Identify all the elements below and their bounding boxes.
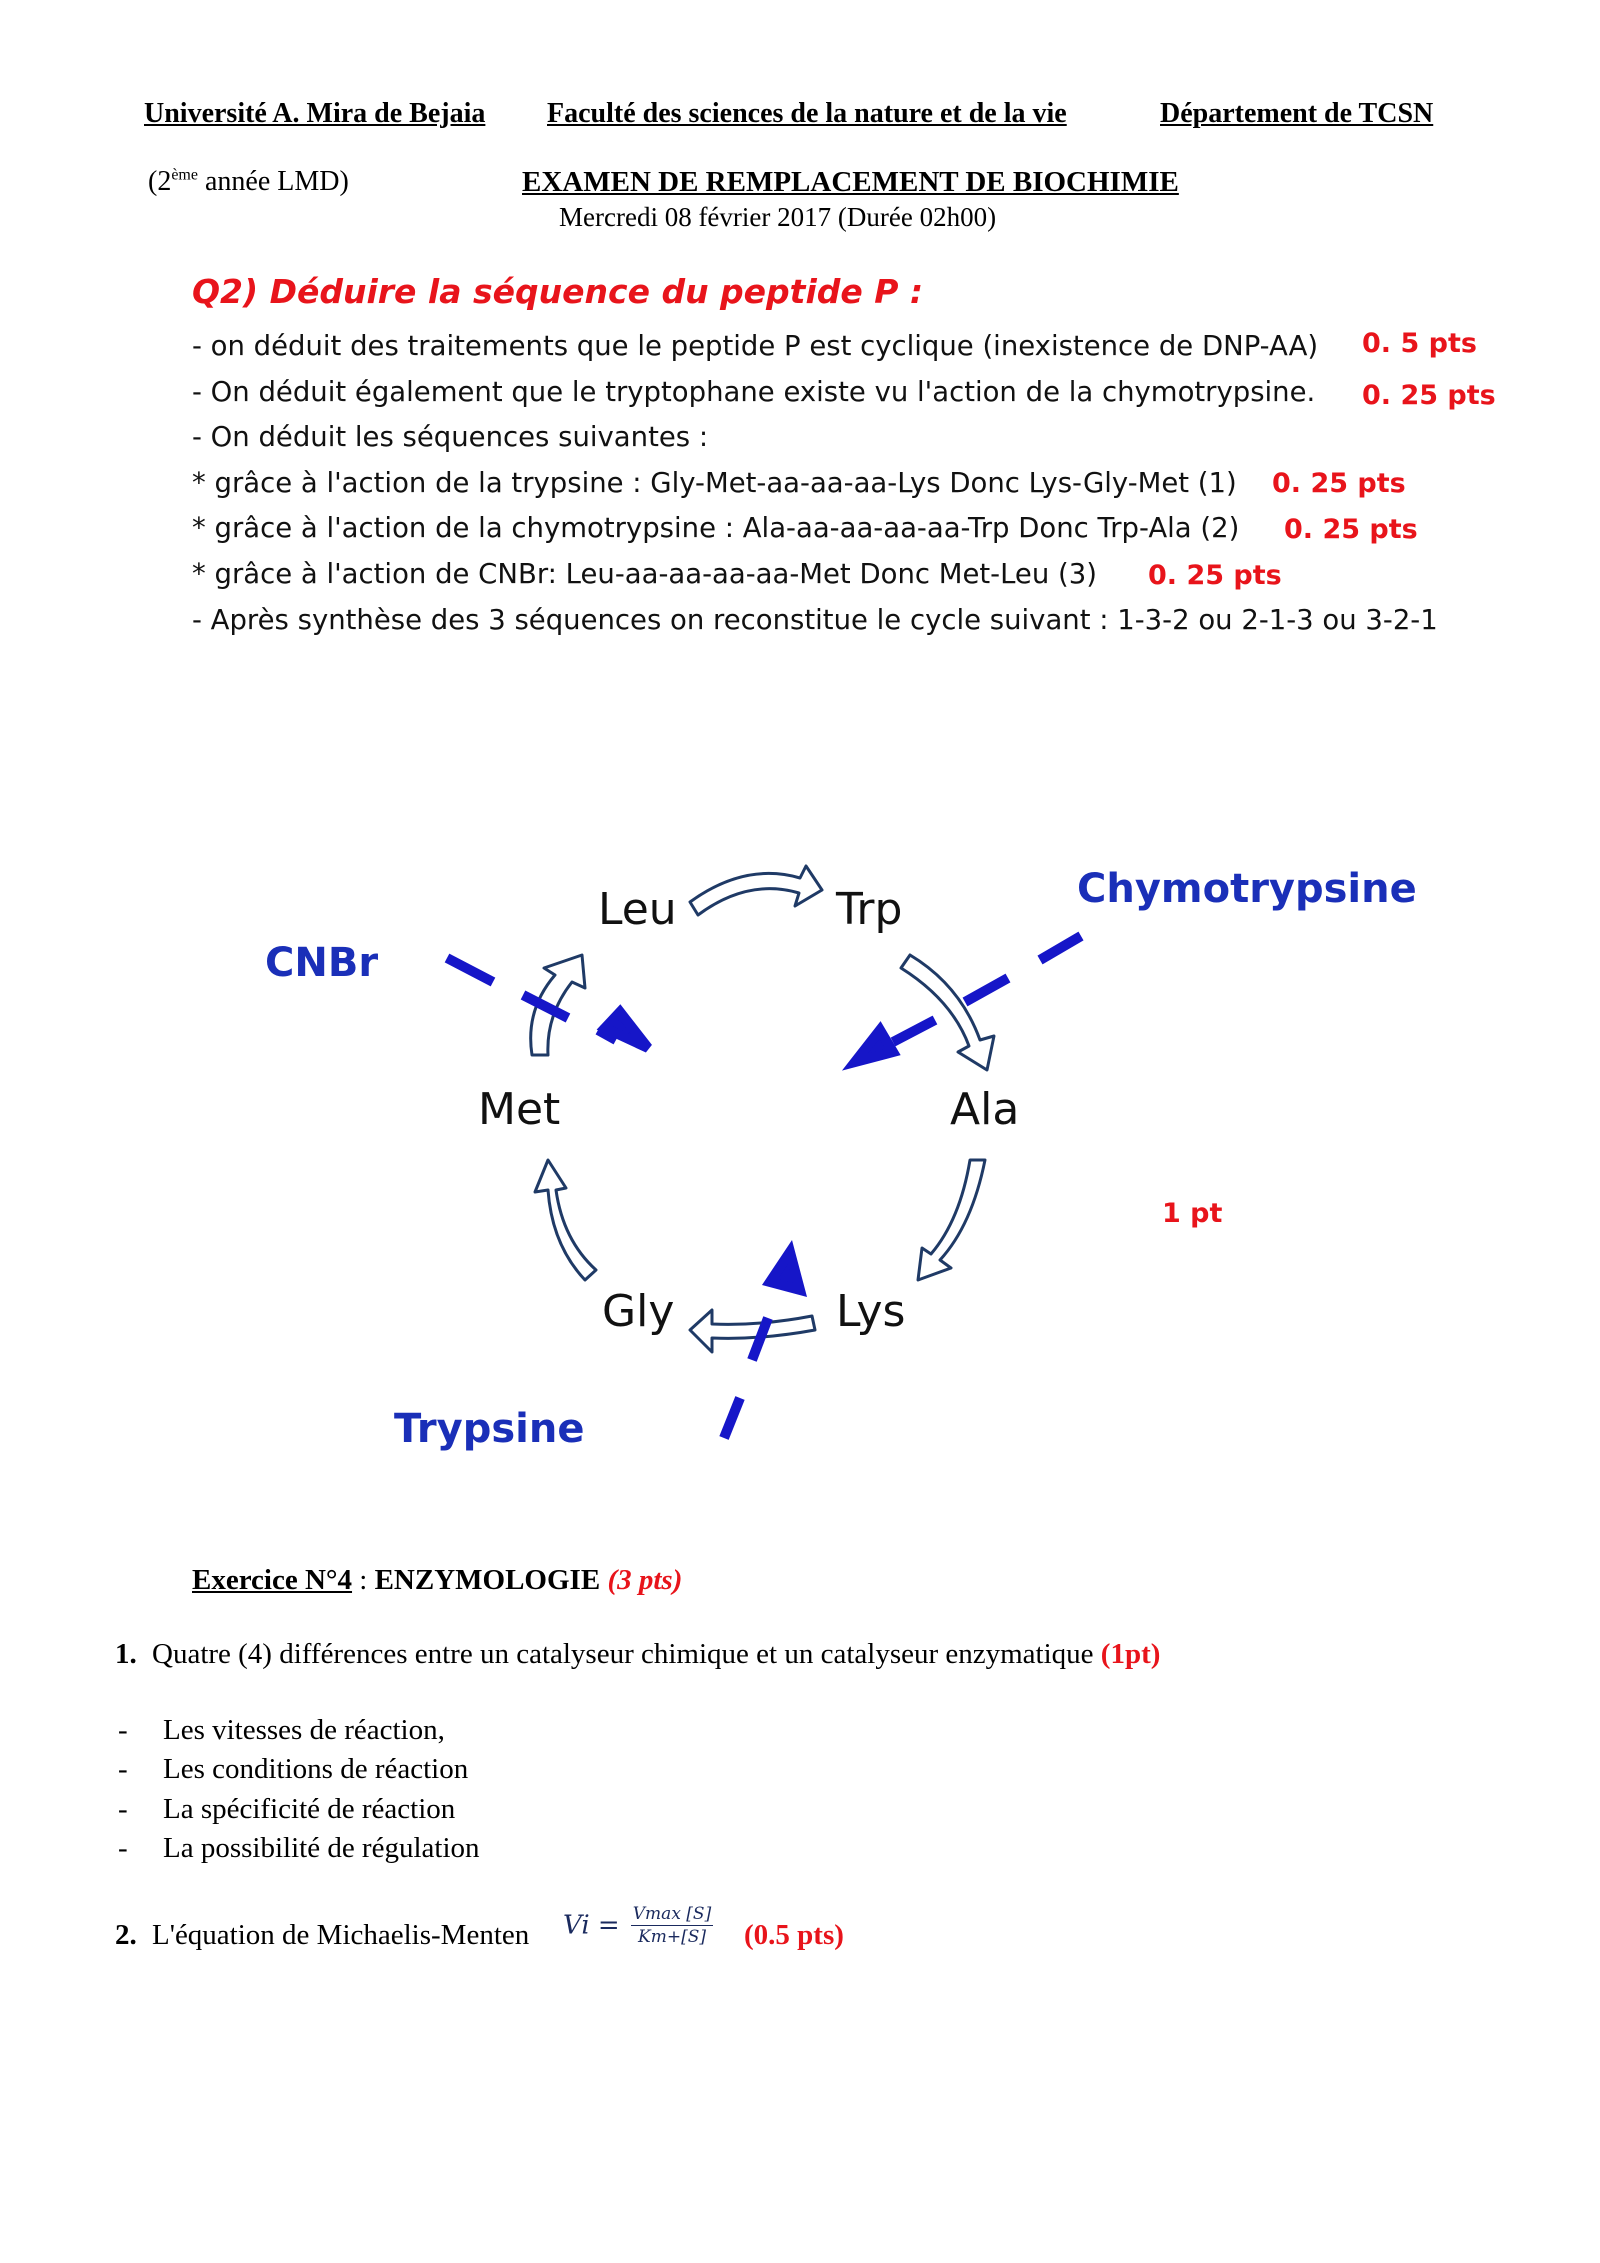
exam-date: Mercredi 08 février 2017 (Durée 02h00) (559, 202, 997, 232)
aa-ala: Ala (950, 1084, 1020, 1135)
exercise4-title: Exercice N°4 (192, 1564, 353, 1596)
q2-line-3: - On déduit les séquences suivantes : (192, 421, 709, 453)
chymo-arrowhead (855, 1030, 893, 1062)
arrow-trp-ala (901, 955, 994, 1070)
enzyme-cnbr: CNBr (265, 940, 379, 986)
q2-line-2: - On déduit également que le tryptophane existe vu l'action de la chymotrypsine. (192, 376, 1316, 408)
aa-lys: Lys (836, 1286, 906, 1337)
year-prefix: (2 (148, 166, 172, 197)
chymo-dash-3 (893, 1020, 935, 1042)
difference-item-4: La possibilité de régulation (163, 1832, 480, 1864)
q1-number: 1. (115, 1638, 137, 1670)
enzyme-chymotrypsine: Chymotrypsine (1077, 866, 1417, 912)
q2-line-5-points: 0. 25 pts (1284, 514, 1418, 545)
q2-line-4: * grâce à l'action de la trypsine : Gly-Met-aa-aa-aa-Lys Donc Lys-Gly-Met (1) (192, 467, 1237, 499)
university-name: Université A. Mira de Bejaia (144, 98, 486, 129)
aa-gly: Gly (602, 1286, 675, 1337)
aa-met: Met (478, 1084, 561, 1135)
q2-number: 2. (115, 1919, 137, 1951)
q2-line-1: - on déduit des traitements que le peptide P est cyclique (inexistence de DNP-AA) (192, 330, 1319, 362)
q1-points: (1pt) (1100, 1638, 1161, 1670)
difference-item-3: La spécificité de réaction (163, 1793, 456, 1825)
exam-title: EXAMEN DE REMPLACEMENT DE BIOCHIMIE (522, 166, 1179, 198)
arrow-gly-met (535, 1160, 596, 1280)
michaelis-menten-formula (563, 1904, 713, 1947)
exercise4-points: (3 pts) (607, 1564, 683, 1596)
diagram-points: 1 pt (1162, 1198, 1223, 1229)
q2-line-6-points: 0. 25 pts (1148, 560, 1282, 591)
year-suffix: année LMD) (197, 166, 349, 197)
faculty-name: Faculté des sciences de la nature et de la vie (547, 98, 1067, 129)
q2-line-4-points: 0. 25 pts (1272, 468, 1406, 499)
difference-item-2: Les conditions de réaction (163, 1753, 469, 1785)
q2-text: L'équation de Michaelis-Menten (152, 1919, 530, 1951)
difference-item-1: Les vitesses de réaction, (163, 1714, 445, 1746)
q2-title: Q2) Déduire la séquence du peptide P : (192, 272, 924, 311)
formula-denominator: Km+[S] (638, 1927, 706, 1947)
aa-trp: Trp (836, 884, 903, 935)
cnbr-dash-1 (447, 958, 493, 982)
formula-numerator: Vmax [S] (632, 1904, 712, 1924)
department-name: Département de TCSN (1160, 98, 1434, 129)
trypsin-dash-1 (724, 1398, 740, 1438)
exercise4-separator: : (352, 1564, 375, 1596)
arrow-ala-lys (918, 1160, 985, 1280)
q2-points-value: (0.5 pts) (744, 1919, 844, 1951)
exercise4-q1 (115, 1638, 1160, 1671)
year-sup: ème (171, 166, 198, 184)
q2-line-7: - Après synthèse des 3 séquences on reconstitue le cycle suivant : 1-3-2 ou 2-1-3 ou 3-2-1 (192, 604, 1438, 636)
formula-lhs: Vi = (563, 1910, 620, 1941)
q2-line-2-points: 0. 25 pts (1362, 380, 1496, 411)
exercise4-q2 (115, 1919, 529, 1952)
trypsin-arrowhead (770, 1252, 800, 1290)
formula-fraction (631, 1904, 713, 1947)
exercise4-subject: ENZYMOLOGIE (374, 1564, 608, 1596)
difference-dash-2: - (118, 1753, 128, 1785)
q2-line-6: * grâce à l'action de CNBr: Leu-aa-aa-aa-aa-Met Donc Met-Leu (3) (192, 558, 1097, 590)
difference-dash-4: - (118, 1832, 128, 1864)
aa-leu: Leu (598, 884, 677, 935)
enzyme-trypsine: Trypsine (394, 1406, 585, 1452)
chymo-dash-2 (965, 978, 1008, 1002)
q1-text: Quatre (4) différences entre un catalyseur chimique et un catalyseur enzymatique (152, 1638, 1101, 1670)
q2-line-5: * grâce à l'action de la chymotrypsine : Ala-aa-aa-aa-aa-Trp Donc Trp-Ala (2) (192, 512, 1240, 544)
arrow-leu-trp (690, 866, 822, 915)
q2-line-1-points: 0. 5 pts (1362, 328, 1477, 359)
exercise4-heading (192, 1564, 682, 1597)
difference-dash-3: - (118, 1793, 128, 1825)
difference-dash-1: - (118, 1714, 128, 1746)
chymo-dash-1 (1040, 936, 1081, 960)
